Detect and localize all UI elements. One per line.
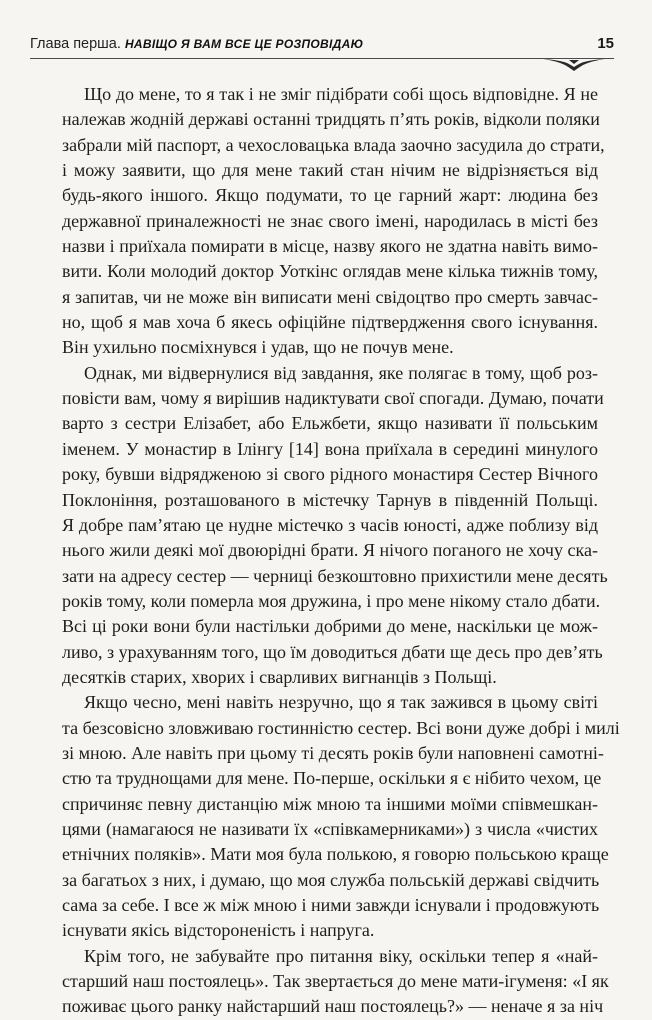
text-line: спричиняє певну дистанцію між мною та іншими моїми співмешкан- [62,793,598,814]
text-line: Поклоніння, розташованого в містечку Тарнув в південній Польщі. [62,489,598,510]
paragraph [62,82,605,361]
text-line: державної приналежності не знає свого імені, народилась в місті без [62,210,598,231]
text-line: цями (намагаюся не називати їх «співкамерниками») з числа «чистих [62,818,598,839]
text-line: зі мною. Але навіть при цьому ті десять років були наповнені самотні- [62,742,604,763]
text-line: та безсовісно зловживаю гостинністю сестер. Всі вони дуже добрі і милі [62,717,620,738]
text-line: Однак, ми відвернулися від завдання, яке полягає в тому, щоб роз- [84,362,598,383]
text-line: но, щоб я мав хоча б якесь офіційне підтвердження свого існування. [62,312,598,333]
text-line: за багатьох з них, і думаю, що моя служба польській державі свідчить [62,869,600,890]
text-line: років тому, коли померла моя дружина, і про мене нікому стало дбати. [62,590,601,611]
text-line: Якщо чесно, мені навіть незручно, що я так зажився в цьому світі [84,692,598,713]
chapter-heading [30,36,363,52]
text-line: вити. Коли молодий доктор Уоткінс оглядав мене кілька тижнів тому, [62,261,598,282]
text-line: етнічних поляків». Мати моя була полькою, я говорю польською краще [62,844,609,865]
text-line: я запитав, чи не може він виписати мені свідоцтво про смерть завчас- [62,286,598,307]
page-number: 15 [597,35,614,52]
text-line: належав жодній державі останні тридцять п’ять років, відколи поляки [62,109,600,130]
text-line: забрали мій паспорт, а чехословацька влада заочно засудила до страти, [62,134,605,155]
text-line: ливо, з урахуванням того, що їм доводиться дбати ще десь про дев’ять [62,641,603,662]
text-line: назви і приїхала помирати в місце, назву якого не здатна навіть вимо- [62,236,598,257]
text-line: Він ухильно посміхнувся і удав, що не почув мене. [62,337,454,358]
ornament-icon [543,58,605,72]
text-line: повісти вам, чому я вирішив надиктувати свої спогади. Думаю, почати [62,388,604,409]
text-line: року, бувши відрядженою зі свого рідного монастиря Сестер Вічного [62,464,598,485]
text-line: старший наш постоялець». Так звертається до мене мати-ігуменя: «І як [62,971,609,992]
text-line: існувати якісь відстороненість і напруга. [62,920,375,941]
chapter-subtitle: НАВІЩО Я ВАМ ВСЕ ЦЕ РОЗПОВІДАЮ [124,37,364,51]
paragraph [62,944,609,1020]
text-line: поживає цього ранку найстарший наш постоялець?» — неначе я за ніч [62,996,604,1017]
text-line: стю та труднощами для мене. По-перше, оскільки я є нібито чехом, це [62,768,602,789]
running-header [30,34,614,58]
body-text [62,82,620,1020]
text-line: будь-якого іншого. Якщо подумати, то це гарний жарт: людина без [62,185,598,206]
chapter-title: Глава перша. [30,36,121,52]
text-line: Що до мене, то я так і не зміг підібрати собі щось відповідне. Я не [84,84,598,104]
text-line: сама за себе. І все ж між мною і ними завжди існували і продовжують [62,895,600,915]
text-line: варто з сестри Елізабет, або Ельжбети, якщо називати її польським [62,413,598,434]
text-line: десятків старих, хворих і сварливих вигнанців з Польщі. [62,666,497,687]
text-line: зати на адресу сестер — черниці безкоштовно прихистили мене десять [62,565,608,586]
text-line: Всі ці роки вони були настільки добрими до мене, наскільки це мож- [62,616,598,637]
text-line: Крім того, не забувайте про питання віку, оскільки тепер я «най- [84,945,598,966]
header-rule [30,58,614,59]
paragraph [62,361,608,690]
text-line: Я добре пам’ятаю це нудне містечко з часів юності, адже поблизу від [62,514,598,535]
text-line: нього жили деякі мої двоюрідні брати. Я нічого поганого не хочу ска- [62,540,598,561]
paragraph [62,690,620,943]
text-line: іменем. У монастир в Ілінгу [14] вона приїхала в середині минулого [62,438,598,459]
text-line: і можу заявити, що для мене такий стан нічим не відрізняється від [62,160,598,181]
